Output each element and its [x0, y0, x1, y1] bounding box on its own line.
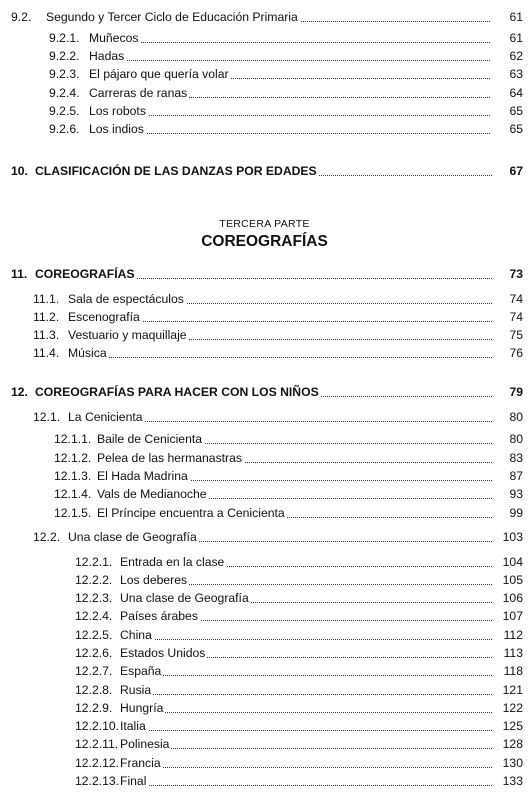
- entry-page: 128: [502, 737, 523, 751]
- entry-title: Pelea de las hermanastras: [97, 451, 242, 465]
- toc-entry: [0, 385, 529, 400]
- entry-title: Vestuario y maquillaje: [68, 328, 187, 342]
- entry-number: 9.2.4.: [49, 86, 80, 100]
- entry-page: 62: [509, 49, 523, 63]
- entry-number: 12.2.7.: [75, 664, 113, 678]
- toc-entry: [0, 628, 529, 643]
- dot-leader: [109, 133, 490, 134]
- entry-number: 11.: [11, 267, 28, 281]
- entry-title: Francia: [120, 756, 161, 770]
- entry-number: 12.2.4.: [75, 609, 113, 623]
- dot-leader: [109, 115, 490, 116]
- entry-title: La Cenicienta: [68, 410, 143, 424]
- part-title: COREOGRAFÍAS: [201, 233, 328, 250]
- entry-title: Rusia: [120, 683, 152, 697]
- entry-title: Una clase de Geografía: [68, 530, 197, 544]
- entry-number: 9.2.: [11, 10, 32, 24]
- entry-title: Muñecos: [89, 31, 139, 45]
- entry-title: Los robots: [89, 104, 146, 118]
- entry-page: 103: [502, 530, 523, 544]
- entry-number: 12.2.1.: [75, 555, 113, 569]
- entry-title: Sala de espectáculos: [68, 292, 184, 306]
- toc-entry: [0, 451, 529, 466]
- entry-page: 74: [509, 310, 523, 324]
- toc-entry: [0, 122, 529, 137]
- entry-number: 12.: [11, 385, 28, 399]
- toc-entry: [0, 164, 529, 179]
- toc-entry: [0, 506, 529, 521]
- dot-leader: [140, 785, 492, 786]
- entry-page: 105: [502, 573, 523, 587]
- entry-page: 83: [509, 451, 523, 465]
- toc-entry: [0, 469, 529, 484]
- entry-title: Vals de Medianoche: [97, 487, 207, 501]
- entry-page: 121: [502, 683, 523, 697]
- dot-leader: [140, 694, 492, 695]
- entry-number: 9.2.6.: [49, 122, 80, 136]
- toc-entry: [0, 328, 529, 343]
- entry-title: España: [120, 664, 162, 678]
- dot-leader: [140, 675, 492, 676]
- entry-page: 107: [502, 609, 523, 623]
- entry-title: Hadas: [89, 49, 125, 63]
- toc-entry: [0, 31, 529, 46]
- entry-page: 64: [509, 86, 523, 100]
- entry-number: 12.1.5.: [54, 506, 92, 520]
- entry-page: 106: [502, 591, 523, 605]
- toc-entry: [0, 346, 529, 361]
- entry-number: 9.2.1.: [49, 31, 80, 45]
- toc-entry: [0, 683, 529, 698]
- entry-page: 63: [509, 67, 523, 81]
- dot-leader: [88, 321, 492, 322]
- toc-entry: [0, 756, 529, 771]
- entry-title: COREOGRAFÍAS PARA HACER CON LOS NIÑOS: [35, 385, 319, 399]
- toc-entry: [0, 67, 529, 82]
- entry-page: 80: [509, 410, 523, 424]
- dot-leader: [140, 730, 492, 731]
- dot-leader: [88, 421, 492, 422]
- toc-entry: [0, 487, 529, 502]
- entry-title: El pájaro que quería volar: [89, 67, 229, 81]
- entry-title: El Hada Madrina: [97, 469, 188, 483]
- dot-leader: [140, 639, 492, 640]
- entry-number: 12.2.: [33, 530, 61, 544]
- toc-entry: [0, 555, 529, 570]
- entry-title: Polinesia: [120, 737, 170, 751]
- toc-entry: [0, 737, 529, 752]
- entry-page: 79: [509, 385, 523, 399]
- toc-entry: [0, 774, 529, 789]
- entry-number: 12.2.13.: [75, 774, 120, 788]
- toc-entry: [0, 10, 529, 25]
- entry-title: Países árabes: [120, 609, 198, 623]
- entry-number: 12.2.9.: [75, 701, 113, 715]
- entry-page: 130: [502, 756, 523, 770]
- entry-number: 12.2.8.: [75, 683, 113, 697]
- entry-title: Carreras de ranas: [89, 86, 188, 100]
- entry-number: 9.2.2.: [49, 49, 80, 63]
- entry-title: Estados Unidos: [120, 646, 206, 660]
- toc-entry: [0, 573, 529, 588]
- entry-title: Los deberes: [120, 573, 188, 587]
- toc-entry: [0, 664, 529, 679]
- part-label: TERCERA PARTE: [219, 218, 310, 230]
- entry-page: 75: [509, 328, 523, 342]
- entry-number: 12.2.2.: [75, 573, 113, 587]
- dot-leader: [140, 712, 492, 713]
- entry-page: 65: [509, 104, 523, 118]
- toc-entry: [0, 432, 529, 447]
- entry-title: Una clase de Geografía: [120, 591, 249, 605]
- entry-page: 93: [509, 487, 523, 501]
- toc-entry: [0, 719, 529, 734]
- entry-number: 12.2.3.: [75, 591, 113, 605]
- toc-entry: [0, 609, 529, 624]
- entry-page: 65: [509, 122, 523, 136]
- toc-entry: [0, 104, 529, 119]
- entry-title: Los indios: [89, 122, 144, 136]
- entry-number: 11.2.: [33, 310, 60, 324]
- entry-page: 67: [509, 164, 523, 178]
- entry-page: 61: [509, 31, 523, 45]
- entry-title: El Príncipe encuentra a Cenicienta: [97, 506, 285, 520]
- toc-entry: [0, 701, 529, 716]
- entry-title: Baile de Cenicienta: [97, 432, 203, 446]
- entry-page: 87: [509, 469, 523, 483]
- entry-title: Segundo y Tercer Ciclo de Educación Primaria: [46, 10, 298, 24]
- toc-entry: [0, 292, 529, 307]
- entry-page: 76: [509, 346, 523, 360]
- entry-page: 73: [509, 267, 523, 281]
- entry-number: 11.4.: [33, 346, 60, 360]
- entry-number: 12.2.12.: [75, 756, 120, 770]
- toc-entry: [0, 310, 529, 325]
- toc-entry: [0, 49, 529, 64]
- entry-page: 104: [502, 555, 523, 569]
- entry-number: 10.: [11, 164, 28, 178]
- entry-title: COREOGRAFÍAS: [35, 267, 135, 281]
- entry-title: Italia: [120, 719, 146, 733]
- entry-page: 80: [509, 432, 523, 446]
- toc-entry: [0, 530, 529, 545]
- entry-number: 9.2.5.: [49, 104, 80, 118]
- dot-leader: [140, 767, 492, 768]
- entry-title: Escenografía: [68, 310, 140, 324]
- toc-entry: [0, 591, 529, 606]
- entry-page: 74: [509, 292, 523, 306]
- entry-number: 12.2.6.: [75, 646, 113, 660]
- entry-page: 133: [502, 774, 523, 788]
- entry-title: Música: [68, 346, 107, 360]
- entry-number: 12.1.2.: [54, 451, 92, 465]
- entry-title: CLASIFICACIÓN DE LAS DANZAS POR EDADES: [35, 164, 317, 178]
- entry-number: 12.1.1.: [54, 432, 92, 446]
- toc-entry: [0, 86, 529, 101]
- dot-leader: [140, 584, 492, 585]
- entry-number: 12.1.3.: [54, 469, 92, 483]
- entry-page: 125: [502, 719, 523, 733]
- entry-number: 12.1.4.: [54, 487, 92, 501]
- entry-title: Entrada en la clase: [120, 555, 225, 569]
- toc-entry: [0, 410, 529, 425]
- entry-page: 113: [503, 646, 523, 660]
- entry-number: 12.1.: [33, 410, 61, 424]
- entry-number: 11.1.: [33, 292, 60, 306]
- entry-number: 12.2.10.: [75, 719, 120, 733]
- entry-title: Hungría: [120, 701, 164, 715]
- dot-leader: [140, 748, 492, 749]
- entry-number: 12.2.5.: [75, 628, 113, 642]
- toc-entry: [0, 646, 529, 661]
- dot-leader: [109, 60, 490, 61]
- toc-entry: [0, 267, 529, 282]
- entry-number: 11.3.: [33, 328, 60, 342]
- entry-title: Final: [120, 774, 147, 788]
- entry-page: 61: [509, 10, 523, 24]
- entry-number: 9.2.3.: [49, 67, 80, 81]
- entry-number: 12.2.11.: [75, 737, 119, 751]
- entry-page: 122: [502, 701, 523, 715]
- dot-leader: [88, 357, 492, 358]
- entry-page: 118: [503, 664, 523, 678]
- entry-title: China: [120, 628, 152, 642]
- entry-page: 99: [509, 506, 523, 520]
- dot-leader: [109, 42, 490, 43]
- entry-page: 112: [503, 628, 523, 642]
